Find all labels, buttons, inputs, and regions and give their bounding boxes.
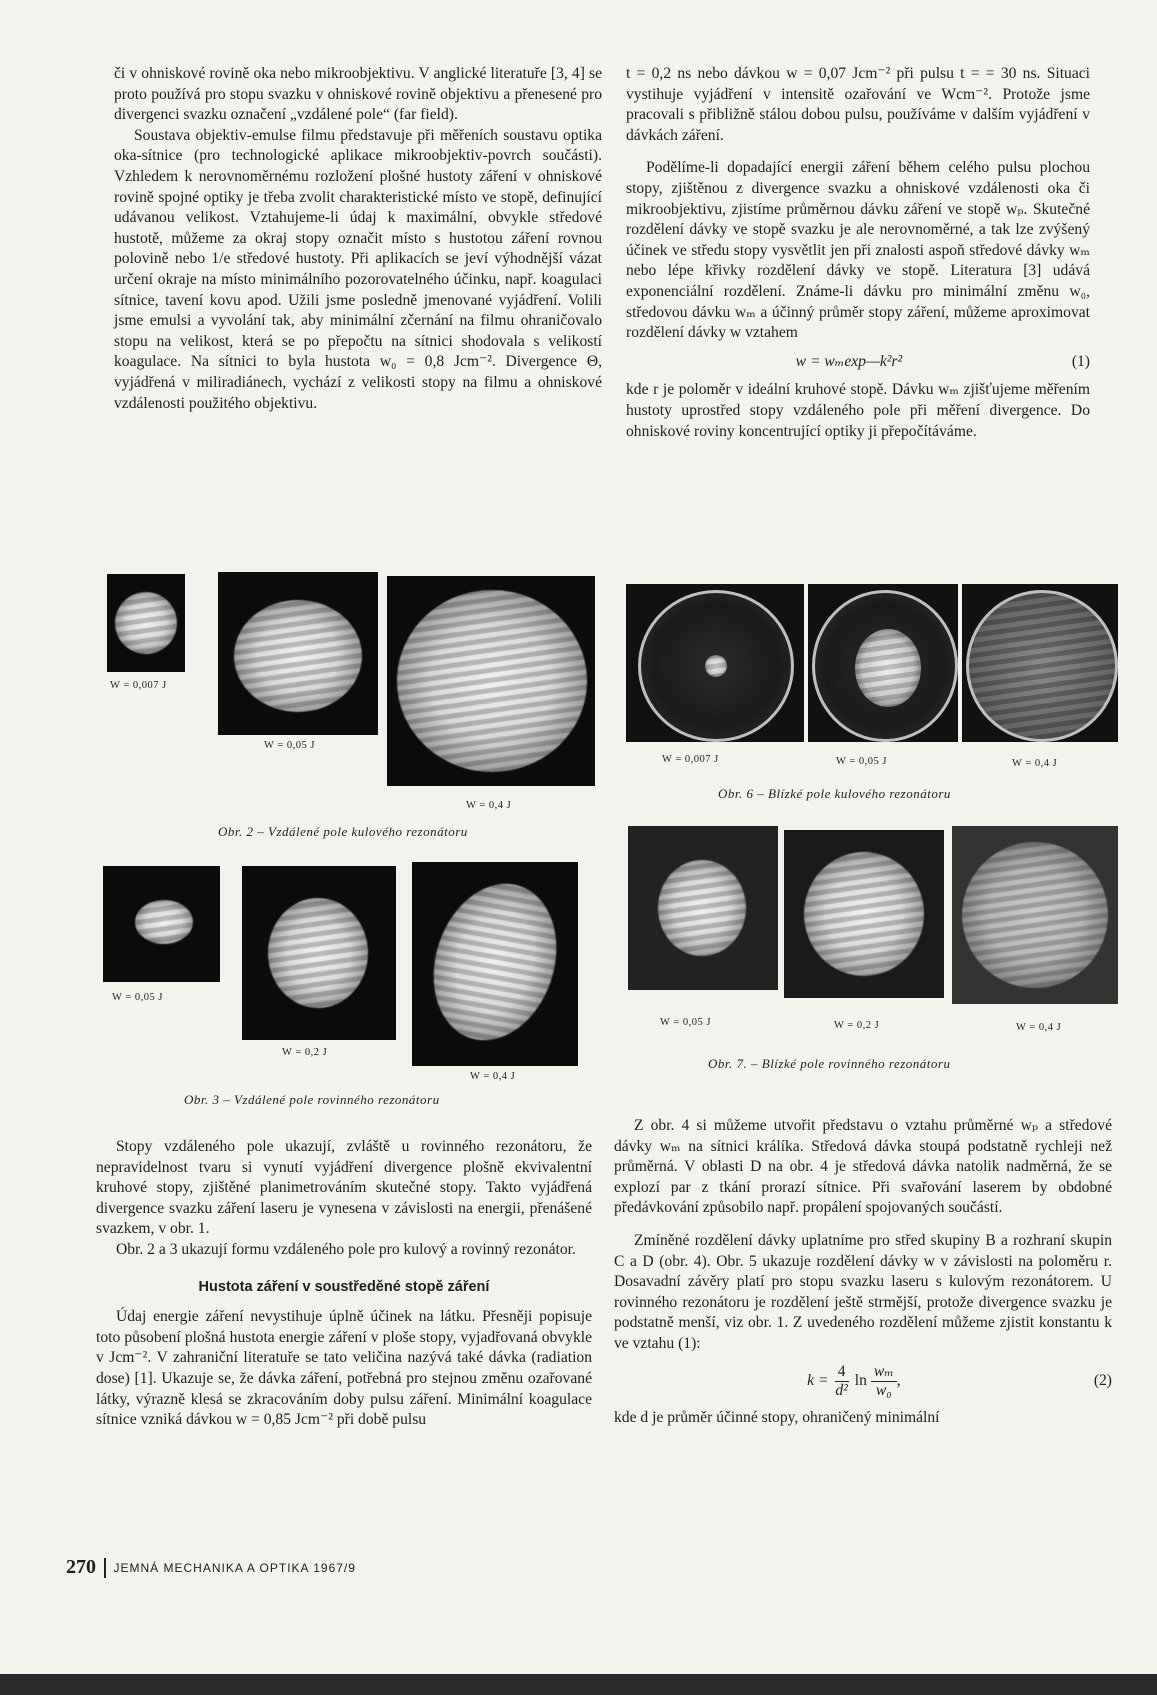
equation-2-number: (2): [1093, 1371, 1112, 1389]
column-right-top: [626, 64, 1090, 442]
equation-1: [626, 352, 1090, 373]
equation-1-number: (1): [1071, 352, 1090, 370]
beam-core: [855, 629, 921, 707]
beam-spot: [234, 600, 362, 712]
eq2-fraction-b: [871, 1363, 897, 1400]
beam-core: [705, 655, 727, 677]
eq2-numerator-2: wₘ: [871, 1363, 897, 1382]
photo-fig7-b: [784, 830, 944, 998]
photo-fig3-b: [242, 866, 396, 1040]
section-heading: Hustota záření v soustředěné stopě záření: [198, 1278, 490, 1295]
resonator-ring: [812, 590, 958, 742]
beam-spot: [135, 900, 193, 944]
eq2-denominator-2: w₀: [875, 1381, 892, 1399]
page-number: 270: [66, 1556, 96, 1578]
beam-spot: [268, 898, 368, 1008]
paragraph: či v ohniskové rovině oka nebo mikroobjektivu. V anglické literatuře [3, 4] se proto používá pro stopu svazku v ohniskové rovině objektivu a přenesené pro divergenci svazku označení „vzdálené pole“ (far field).: [114, 65, 602, 124]
beam-spot: [804, 852, 924, 976]
photo-fig2-a: [107, 574, 185, 672]
paragraph: Z obr. 4 si můžeme utvořit představu o vztahu průměrné wₚ a středové dávky wₘ na sítnici králíka. Středová dávka stoupá podstatně rychleji než průměrná. V oblasti D na obr. 4 je středová dávka natolik nadměrná, že se explozí par z tkání prorazí sítnice. Při svařování laserem by obdobné předávkování způsobilo např. propálení spojovaných součástí.: [614, 1117, 1112, 1217]
label-fig2-b: W = 0,05 J: [264, 740, 315, 751]
caption-fig7: Obr. 7. – Blízké pole rovinného rezonátoru: [708, 1056, 951, 1071]
caption-fig6: Obr. 6 – Blízké pole kulového rezonátoru: [718, 786, 951, 801]
paragraph: Údaj energie záření nevystihuje úplně účinek na látku. Přesněji popisuje toto působení plošná hustota energie záření v ploše stopy, vyjadřovaná obvykle v Jcm⁻². V zahraniční literatuře se tato veličina nazývá také dávka (radiation dose) [1]. Ukazuje se, že dávka záření, potřebná pro stejnou změnu ozařované látky, výrazně klesá se zkracováním doby pulsu záření. Minimální koagulace sítnice vzniká dávkou w = 0,85 Jcm⁻² při době pulsu: [96, 1308, 592, 1429]
column-left-bottom: [96, 1137, 592, 1431]
paragraph: Podělíme-li dopadající energii záření během celého pulsu plochou stopy, zjištěnou z divergence svazku a ohniskové vzdálenosti oka či mikroobjektivu, zjistíme průměrnou dávku záření ve stopě wₚ. Skutečné rozdělení dávky ve stopě svazku je ale nerovnoměrné, a tak lze zvýšený účinek ve středu stopy vysvětlit jen při znalosti aspoň středové dávky wₘ nebo lépe křivky rozdělení dávky ve stopě. Literatura [3] udává exponenciální rozdělení. Známe-li dávku pro minimální změnu w₀, středovou dávku wₘ a účinný průměr stopy záření, můžeme aproximovat rozdělení dávky w vztahem: [626, 159, 1090, 342]
eq2-denominator: d²: [835, 1381, 848, 1399]
page-footer: [66, 1556, 356, 1579]
caption-fig2: Obr. 2 – Vzdálené pole kulového rezonátoru: [218, 824, 468, 839]
eq2-ln: ln: [854, 1371, 867, 1389]
beam-spot: [115, 592, 177, 654]
equation-2: [614, 1363, 1112, 1400]
equation-2-body: [614, 1363, 1094, 1400]
photo-fig3-a: [103, 866, 220, 982]
paragraph: t = 0,2 ns nebo dávkou w = 0,07 Jcm⁻² při pulsu t = = 30 ns. Situaci vystihuje vyjádření v intensitě ozařování ve Wcm⁻². Protože jsme pracovali s přibližně stálou dobou pulsu, používáme v dalším vyjádření v dávkách záření.: [626, 65, 1090, 144]
photo-fig2-c: [387, 576, 595, 786]
scan-edge: [0, 1674, 1157, 1695]
caption-fig3: Obr. 3 – Vzdálené pole rovinného rezonátoru: [184, 1092, 440, 1107]
paragraph: Zmíněné rozdělení dávky uplatníme pro střed skupiny B a rozhraní skupin C a D (obr. 4). Obr. 5 ukazuje rozdělení dávky w v závislosti na poloměru r. Dosavadní závěry platí pro stopu svazku laseru s kulovým rezonátorem. U rovinného rezonátoru je rozdělení ještě strmější, protože divergence svazku je podstatně menší, viz obr. 1. Z uvedeného rozdělení můžeme zjistit konstantu k ve vztahu (1):: [614, 1231, 1112, 1352]
photo-fig7-c: [952, 826, 1118, 1004]
eq2-fraction-a: [832, 1363, 850, 1400]
column-right-bottom: [614, 1116, 1112, 1428]
column-left-top: [114, 64, 602, 414]
photo-fig7-a: [628, 826, 778, 990]
paragraph: Soustava objektiv-emulse filmu představuje při měřeních soustavu optika oka-sítnice (pro technologické aplikace mikroobjektiv-povrch součásti). Vzhledem k nerovnoměrnému rozložení plošné hustoty záření v ohniskové rovině spojné optiky je třeba zvolit charakteristické místo ve stopě, definující udávanou velikost. Vztahujeme-li údaj k maximální, obvykle středové hustotě, můžeme za okraj stopy označit místo s hustotou záření rovnou polovině nebo 1/e středové hustoty. Při aplikacích se jeví výhodnější vázat určení okraje na místo minimálního pozorovatelného účinku, např. koagulaci sítnice, tavení kovu apod. Užili jsme posledně jmenované vyjádření. Volili jsme emulsi a vyvolání tak, aby minimální zčernání na filmu ohraničovalo stopu na velikost, která se po přepočtu na sítnici shodovala s velikostí koagulace. Na sítnici to byla hustota w₀ = 0,8 Jcm⁻². Divergence Θ, vyjádřená v miliradiánech, vychází z velikosti stopy na filmu a ohniskové vzdálenosti použitého objektivu.: [114, 126, 602, 412]
equation-1-body: w = wₘexp—k²r²: [795, 352, 903, 370]
photo-fig6-b: [808, 584, 958, 742]
label-fig6-c: W = 0,4 J: [1012, 758, 1058, 769]
beam-spot: [962, 842, 1108, 988]
eq2-comma: ,: [896, 1371, 901, 1389]
paragraph: Stopy vzdáleného pole ukazují, zvláště u rovinného rezonátoru, že nepravidelnost tvaru si vynutí vyjádření divergence plošně ekvivalentní kruhové stopy, zjištěné planimetrováním skutečné stopy. Takto vyjádřená divergence svazku záření laseru je vynesena v závislosti na energii, přenášené svazkem, v obr. 1.: [96, 1138, 592, 1238]
label-fig3-a: W = 0,05 J: [112, 992, 163, 1003]
label-fig7-c: W = 0,4 J: [1016, 1022, 1062, 1033]
label-fig2-c: W = 0,4 J: [466, 800, 512, 811]
paragraph: Obr. 2 a 3 ukazují formu vzdáleného pole pro kulový a rovinný rezonátor.: [116, 1240, 576, 1258]
label-fig7-a: W = 0,05 J: [660, 1017, 711, 1028]
label-fig2-a: W = 0,007 J: [110, 680, 167, 691]
label-fig6-a: W = 0,007 J: [662, 754, 719, 765]
label-fig3-b: W = 0,2 J: [282, 1047, 328, 1058]
photo-fig3-c: [412, 862, 578, 1066]
label-fig7-b: W = 0,2 J: [834, 1020, 880, 1031]
footer-divider: [104, 1558, 106, 1578]
label-fig3-c: W = 0,4 J: [470, 1071, 516, 1082]
beam-spot: [658, 860, 746, 956]
beam-spot: [414, 868, 576, 1057]
photo-fig6-a: [626, 584, 804, 742]
paragraph: kde d je průměr účinné stopy, ohraničený minimální: [614, 1408, 940, 1426]
resonator-ring: [638, 590, 794, 742]
label-fig6-b: W = 0,05 J: [836, 756, 887, 767]
eq2-numerator: 4: [835, 1363, 849, 1382]
journal-name: JEMNÁ MECHANIKA A OPTIKA 1967/9: [113, 1560, 356, 1575]
photo-fig6-c: [962, 584, 1118, 742]
paragraph: kde r je poloměr v ideální kruhové stopě. Dávku wₘ zjišťujeme měřením hustoty uprostřed stopy vzdáleného pole při měření divergence. Do ohniskové roviny koncentrující optiky ji přepočítáváme.: [626, 381, 1090, 440]
beam-spot: [397, 590, 587, 772]
eq2-lhs: k =: [807, 1371, 829, 1389]
photo-fig2-b: [218, 572, 378, 735]
resonator-ring: [966, 590, 1118, 742]
